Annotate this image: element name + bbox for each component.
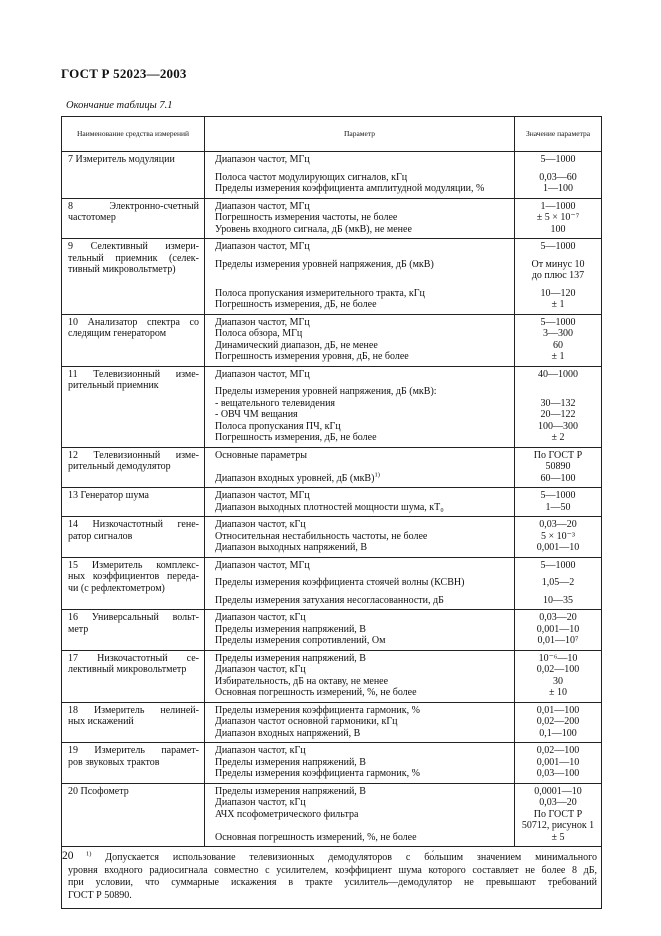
value-line: ± 2: [551, 432, 565, 443]
instrument-name-cell: [62, 488, 205, 517]
parameter-cell: [205, 366, 515, 447]
footnote-line-2: уровня входного радиосигнала совместно с усилителем, коэффициент шума которого составляет не более 8 дБ,: [68, 864, 597, 876]
parameter-line: Диапазон частот, кГц: [215, 797, 306, 808]
column-header-name: Наименование средства измерений: [62, 117, 205, 152]
instrument-name-cell: [62, 743, 205, 784]
value-line: 0,03—20: [539, 519, 577, 530]
parameter-line: Погрешность измерения уровня, дБ, не более: [215, 351, 409, 362]
value-cell: [515, 152, 602, 199]
value-line: 5—1000: [540, 241, 576, 252]
instrument-name-cell: [62, 650, 205, 702]
value-line: 100: [550, 223, 566, 235]
value-line: По ГОСТ Р: [533, 449, 583, 461]
value-line: 60—100: [540, 472, 576, 484]
parameter-line: Пределы измерения напряжений, В: [215, 652, 366, 664]
value-line: 5—1000: [540, 316, 576, 328]
value-cell: [515, 610, 602, 651]
parameter-cell: [205, 152, 515, 199]
footnote: [62, 847, 602, 909]
value-line: 40—1000: [538, 368, 578, 380]
value-cell: [515, 557, 602, 610]
parameter-line: Диапазон частот основной гармоники, кГц: [215, 716, 398, 727]
value-line: 0,01—10⁷: [537, 635, 579, 646]
value-line: 3—300: [543, 328, 573, 339]
instrument-name-line: тивный микровольтметр): [68, 264, 176, 275]
instrument-name-line: 15 Измеритель комплекс-: [68, 559, 199, 571]
value-line: По ГОСТ Р: [533, 808, 583, 820]
value-line: 20—122: [540, 409, 576, 420]
instrument-name-line: ных коэффициентов переда-: [68, 571, 199, 582]
value-line: 0,0001—10: [534, 785, 582, 797]
parameter-cell: [205, 488, 515, 517]
parameter-line: Диапазон частот, кГц: [215, 612, 306, 623]
parameter-line: Пределы измерения коэффициента амплитудной модуляции, %: [215, 183, 485, 194]
footnote-mark: 1): [86, 850, 92, 858]
footnote-reference: 1): [374, 471, 380, 479]
value-line: От минус 10: [531, 258, 585, 270]
instrument-name-cell: [62, 198, 205, 239]
value-line: 5—1000: [540, 559, 576, 571]
parameter-cell: [205, 702, 515, 743]
value-line: 0,001—10: [536, 756, 580, 768]
table-row: [62, 198, 602, 239]
parameter-line: Уровень входного сигнала, дБ (мкВ), не менее: [215, 223, 412, 235]
instrument-name-cell: [62, 557, 205, 610]
parameter-line: - ОВЧ ЧМ вещания: [215, 409, 298, 420]
parameter-line: Диапазон частот, МГц: [215, 200, 310, 212]
parameter-line: - вещательного телевидения: [215, 397, 336, 409]
parameter-line: Полоса пропускания ПЧ, кГц: [215, 420, 341, 432]
instrument-name-cell: [62, 783, 205, 847]
value-cell: [515, 447, 602, 488]
instrument-name-line: ратор сигналов: [68, 530, 133, 542]
value-cell: [515, 783, 602, 847]
table-row: [62, 650, 602, 702]
instrument-name-line: 12 Телевизионный изме-: [68, 449, 199, 461]
value-cell: [515, 239, 602, 315]
instrument-name-line: 10 Анализатор спектра со: [68, 316, 199, 328]
parameter-line: Диапазон частот, кГц: [215, 745, 306, 756]
parameter-text: Диапазон входных уровней, дБ (мкВ): [215, 472, 375, 484]
instrument-name-line: 9 Селективный измери-: [68, 241, 199, 252]
value-line: 0,01—100: [536, 704, 580, 716]
parameter-line: Относительная нестабильность частоты, не более: [215, 530, 428, 542]
table-row: [62, 557, 602, 610]
parameter-line: Полоса обзора, МГц: [215, 328, 303, 339]
parameter-cell: [205, 447, 515, 488]
parameter-line: Погрешность измерения частоты, не более: [215, 212, 398, 223]
parameter-line: [205, 461, 514, 473]
instrument-name-line: 16 Универсальный вольт-: [68, 612, 199, 623]
value-cell: [515, 488, 602, 517]
table-caption: Окончание таблицы 7.1: [66, 100, 173, 111]
table-header-row: [62, 117, 602, 152]
parameter-cell: [205, 783, 515, 847]
footnote-line-3: при условии, что суммарные искажения в тракте усилитель—демодулятор не превышают требований: [68, 877, 597, 888]
parameter-line: Динамический диапазон, дБ, не менее: [215, 339, 378, 351]
instrument-name-line: 18 Измеритель нелиней-: [68, 704, 199, 716]
value-line: 0,001—10: [536, 623, 580, 635]
instrument-name-line: метр: [68, 623, 89, 635]
instrument-name-line: тельный приемник (селек-: [68, 252, 199, 264]
instrument-name-line: лективный микровольтметр: [68, 664, 187, 675]
value-line: 5—1000: [540, 154, 576, 165]
parameter-line: Диапазон входных напряжений, В: [215, 727, 361, 739]
instrument-name-line: 17 Низкочастотный се-: [68, 652, 199, 664]
value-line: 30—132: [540, 397, 576, 409]
parameter-cell: [205, 239, 515, 315]
table-row: [62, 239, 602, 315]
parameter-line: Пределы измерения уровней напряжения, дБ (мкВ):: [215, 386, 437, 397]
instrument-name-line: частотомер: [68, 212, 116, 223]
instrument-name-cell: [62, 517, 205, 558]
value-cell: [515, 198, 602, 239]
parameter-cell: [205, 610, 515, 651]
parameter-line: Диапазон частот, кГц: [215, 519, 306, 530]
parameter-line: Пределы измерения коэффициента гармоник, %: [215, 704, 420, 716]
value-line: 30: [553, 675, 563, 687]
value-line: 0,02—100: [536, 745, 580, 756]
parameter-line: Диапазон частот, МГц: [215, 316, 310, 328]
instrument-name-line: 11 Телевизионный изме-: [68, 368, 199, 380]
parameter-cell: [205, 743, 515, 784]
value-line: [515, 386, 601, 398]
table-row: [62, 702, 602, 743]
table-row: [62, 314, 602, 366]
table-row: [62, 366, 602, 447]
parameter-line: Пределы измерения напряжений, В: [215, 756, 366, 768]
parameter-cell: [205, 198, 515, 239]
parameter-line: Полоса частот модулирующих сигналов, кГц: [215, 171, 408, 183]
parameter-line: Основные параметры: [215, 449, 307, 461]
parameter-line: Избирательность, дБ на октаву, не менее: [215, 675, 389, 687]
instrument-name-line: чи (с рефлектометром): [68, 582, 165, 594]
parameter-cell: [205, 314, 515, 366]
value-line: ± 5 × 10⁻⁷: [536, 212, 580, 223]
value-line: 1—1000: [540, 200, 576, 212]
parameter-line: Пределы измерения коэффициента стоячей волны (КСВН): [215, 577, 465, 588]
parameter-line: Погрешность измерения, дБ, не более: [215, 432, 377, 443]
table-row: [62, 152, 602, 199]
footnote-line-4: ГОСТ Р 50890.: [68, 889, 132, 901]
page-number: 20: [62, 850, 74, 862]
instrument-name-line: 7 Измеритель модуляции: [68, 154, 175, 165]
value-line: 0,02—100: [536, 664, 580, 675]
table-row: [62, 610, 602, 651]
value-line: ± 1: [551, 351, 565, 362]
value-line: ± 10: [549, 687, 567, 698]
value-line: 0,03—20: [539, 797, 577, 808]
parameter-line: Пределы измерения сопротивлений, Ом: [215, 635, 386, 646]
footnote-row: [62, 847, 602, 909]
instrument-name-line: 20 Псофометр: [68, 785, 129, 797]
value-cell: [515, 702, 602, 743]
instrument-name-line: ных искажений: [68, 716, 134, 727]
instrument-name-line: 19 Измеритель парамет-: [68, 745, 199, 756]
value-line: 10⁻⁶—10: [538, 652, 578, 664]
value-line: 0,02—200: [536, 716, 580, 727]
parameter-line: Диапазон частот, кГц: [215, 664, 306, 675]
value-line: 0,03—60: [539, 171, 577, 183]
value-line: 5 × 10⁻³: [541, 530, 575, 542]
instrument-name-line: 13 Генератор шума: [68, 490, 149, 501]
value-line: 50890: [545, 461, 571, 472]
table-row: [62, 488, 602, 517]
parameter-line: [205, 473, 514, 485]
parameter-line: Погрешность измерения, дБ, не более: [215, 299, 377, 310]
parameter-line: Полоса пропускания измерительного тракта, кГц: [215, 287, 425, 299]
value-line: 1,05—2: [541, 577, 575, 588]
value-line: 0,001—10: [536, 542, 580, 553]
value-line: 100—300: [538, 420, 578, 432]
parameter-cell: [205, 557, 515, 610]
instrument-name-line: 14 Низкочастотный гене-: [68, 519, 199, 530]
table-row: [62, 517, 602, 558]
value-cell: [515, 743, 602, 784]
value-cell: [515, 650, 602, 702]
parameter-cell: [205, 650, 515, 702]
instrument-name-line: рительный приемник: [68, 380, 159, 391]
instrument-name-cell: [62, 366, 205, 447]
column-header-value: Значение параметра: [515, 117, 602, 152]
parameter-line: [205, 820, 514, 832]
parameter-line: [205, 270, 514, 282]
value-line: 60: [553, 339, 563, 351]
value-line: до плюс 137: [531, 270, 585, 281]
parameter-line: Диапазон выходных плотностей мощности шума, кT₀: [215, 501, 444, 513]
instrument-name-line: ров звуковых трактов: [68, 756, 160, 768]
instrument-name-cell: [62, 239, 205, 315]
instrument-name-cell: [62, 314, 205, 366]
table-row: [62, 447, 602, 488]
parameter-line: Диапазон частот, МГц: [215, 154, 310, 165]
instrument-name-cell: [62, 610, 205, 651]
instrument-name-cell: [62, 152, 205, 199]
value-cell: [515, 314, 602, 366]
document-header: ГОСТ Р 52023—2003: [61, 66, 187, 81]
parameter-line: Основная погрешность измерений, %, не более: [215, 687, 417, 698]
value-line: ± 1: [551, 299, 565, 310]
parameter-line: Диапазон выходных напряжений, В: [215, 542, 367, 553]
instrument-name-line: 8 Электронно-счетный: [68, 200, 199, 212]
value-line: ± 5: [551, 831, 565, 843]
value-line: 10—35: [543, 594, 573, 606]
value-line: 0,03—100: [536, 768, 580, 779]
footnote-line-1: Допускается использование телевизионных демодуляторов с бо́льшим значением минимального: [105, 852, 597, 863]
parameter-line: Основная погрешность измерений, %, не более: [215, 831, 417, 843]
measurement-table: [61, 116, 602, 909]
parameter-line: Диапазон частот, МГц: [215, 241, 310, 252]
value-line: 5—1000: [540, 490, 576, 501]
parameter-line: Пределы измерения коэффициента гармоник, %: [215, 768, 420, 779]
table-row: [62, 743, 602, 784]
parameter-line: Пределы измерения напряжений, В: [215, 623, 366, 635]
value-cell: [515, 517, 602, 558]
value-line: 10—120: [540, 287, 576, 299]
value-line: 0,03—20: [539, 612, 577, 623]
value-line: 1—50: [545, 501, 571, 513]
parameter-line: АЧХ псофометрического фильтра: [215, 808, 359, 820]
parameter-line: Диапазон частот, МГц: [215, 368, 310, 380]
instrument-name-cell: [62, 447, 205, 488]
value-line: 1—100: [543, 183, 573, 194]
instrument-name-line: следящим генератором: [68, 328, 167, 339]
instrument-name-cell: [62, 702, 205, 743]
table-row: [62, 783, 602, 847]
value-line: 50712, рисунок 1: [521, 820, 595, 831]
parameter-line: Пределы измерения уровней напряжения, дБ (мкВ): [215, 258, 434, 270]
parameter-line: Диапазон частот, МГц: [215, 559, 310, 571]
parameter-line: Диапазон частот, МГц: [215, 490, 310, 501]
value-line: 0,1—100: [539, 727, 577, 739]
instrument-name-line: рительный демодулятор: [68, 461, 171, 472]
column-header-param: Параметр: [205, 117, 515, 152]
parameter-line: Пределы измерения затухания несогласованности, дБ: [215, 594, 444, 606]
parameter-line: Пределы измерения напряжений, В: [215, 785, 366, 797]
parameter-cell: [205, 517, 515, 558]
value-cell: [515, 366, 602, 447]
